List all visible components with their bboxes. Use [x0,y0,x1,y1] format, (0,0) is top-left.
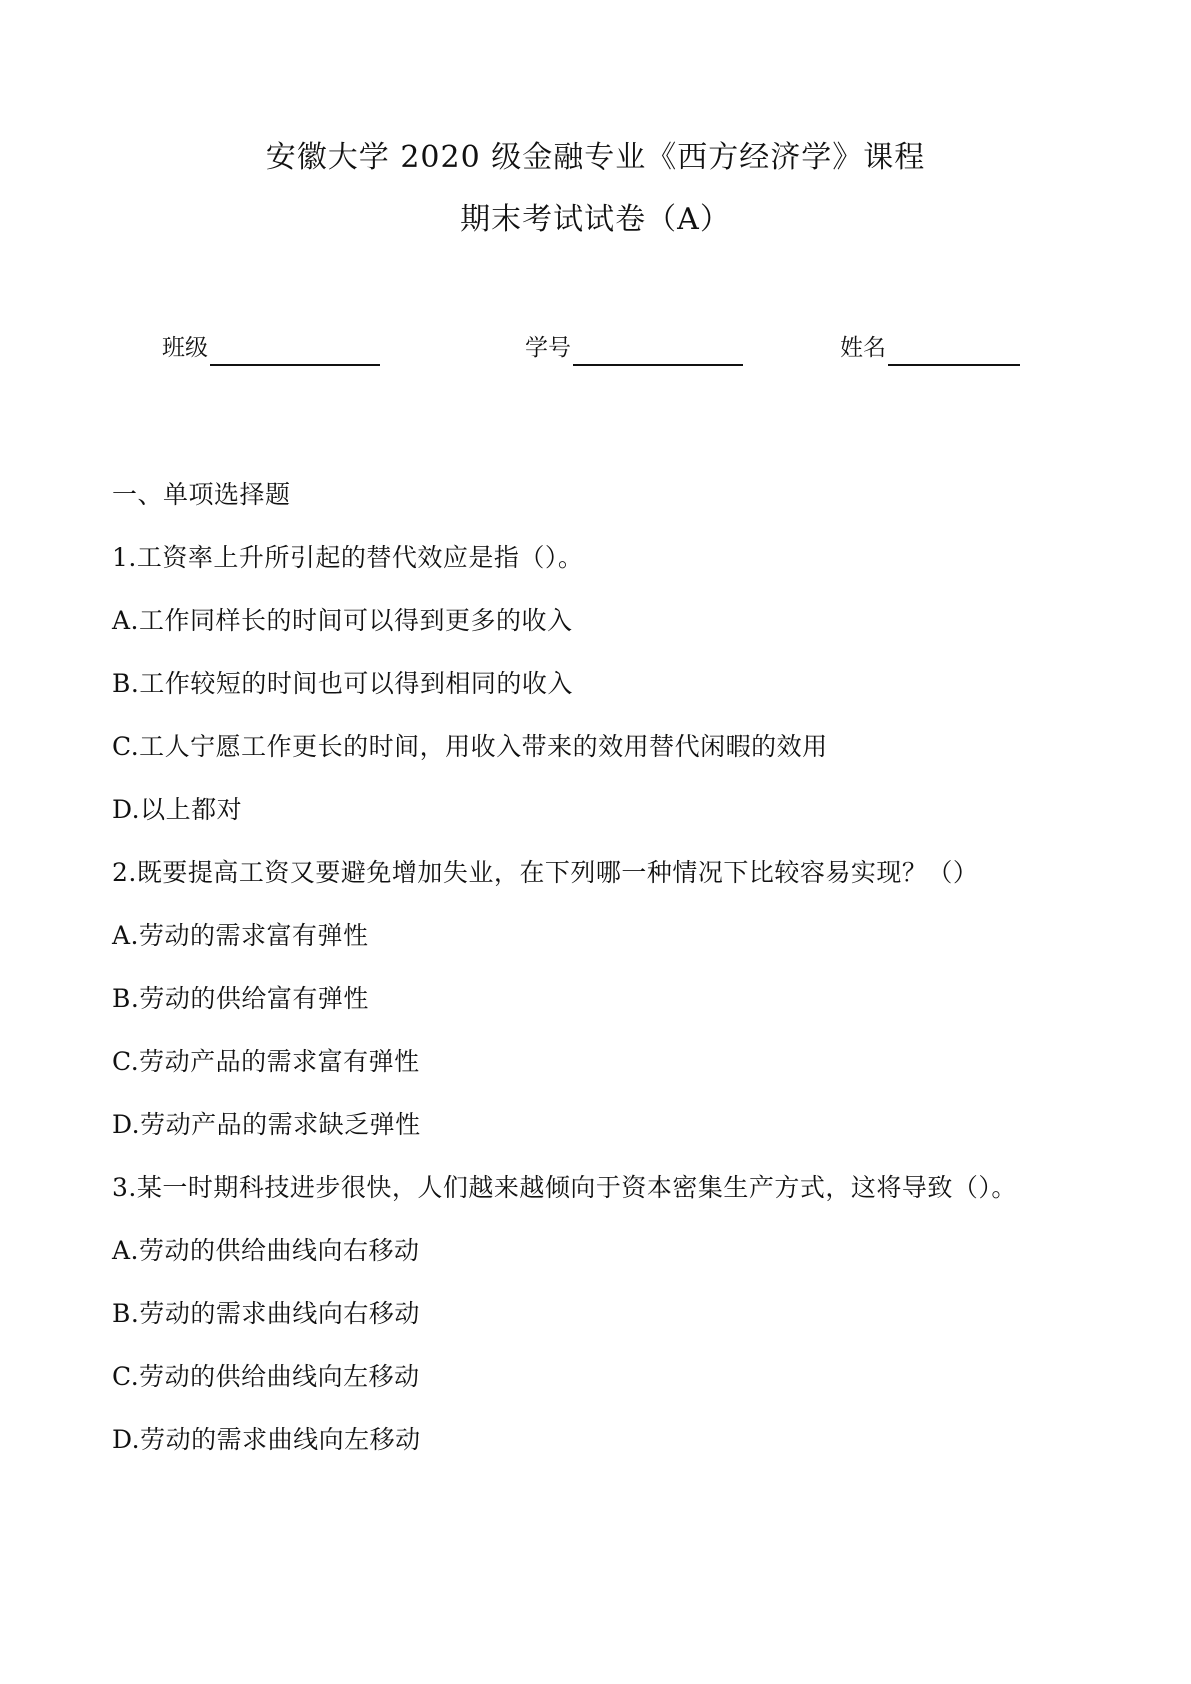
question-stem: 1.工资率上升所引起的替代效应是指（）。 [112,543,584,572]
option-d: D.以上都对 [112,795,243,824]
section-heading: 一、单项选择题 [112,480,291,509]
class-label: 班级 [162,335,208,361]
option-c: C.劳动产品的需求富有弹性 [112,1047,420,1076]
option-c: C.工人宁愿工作更长的时间，用收入带来的效用替代闲暇的效用 [112,732,828,761]
question-section [112,463,1172,1471]
exam-title: 安徽大学 2020 级金融专业《西方经济学》课程 [265,140,926,175]
question-stem: 2.既要提高工资又要避免增加失业，在下列哪一种情况下比较容易实现？（） [112,858,979,887]
option-d: D.劳动的需求曲线向左移动 [112,1425,421,1454]
student-info-row [0,330,1191,370]
question-1 [112,526,1172,841]
option-a: A.劳动的供给曲线向右移动 [112,1236,420,1265]
option-b: B.劳动的需求曲线向右移动 [112,1299,420,1328]
question-3 [112,1156,1172,1471]
name-blank-line[interactable] [888,338,1020,366]
option-d: D.劳动产品的需求缺乏弹性 [112,1110,421,1139]
student-id-label: 学号 [525,335,571,361]
question-2 [112,841,1172,1156]
student-id-blank-line[interactable] [573,338,743,366]
class-field [162,330,380,366]
question-stem: 3.某一时期科技进步很快，人们越来越倾向于资本密集生产方式，这将导致（）。 [112,1173,1017,1202]
name-label: 姓名 [840,335,886,361]
class-blank-line[interactable] [210,338,380,366]
option-c: C.劳动的供给曲线向左移动 [112,1362,420,1391]
student-id-field [525,330,743,366]
option-b: B.工作较短的时间也可以得到相同的收入 [112,669,573,698]
option-a: A.劳动的需求富有弹性 [112,921,369,950]
option-b: B.劳动的供给富有弹性 [112,984,369,1013]
exam-subtitle: 期末考试试卷（A） [460,202,731,237]
name-field [840,330,1020,366]
option-a: A.工作同样长的时间可以得到更多的收入 [112,606,573,635]
